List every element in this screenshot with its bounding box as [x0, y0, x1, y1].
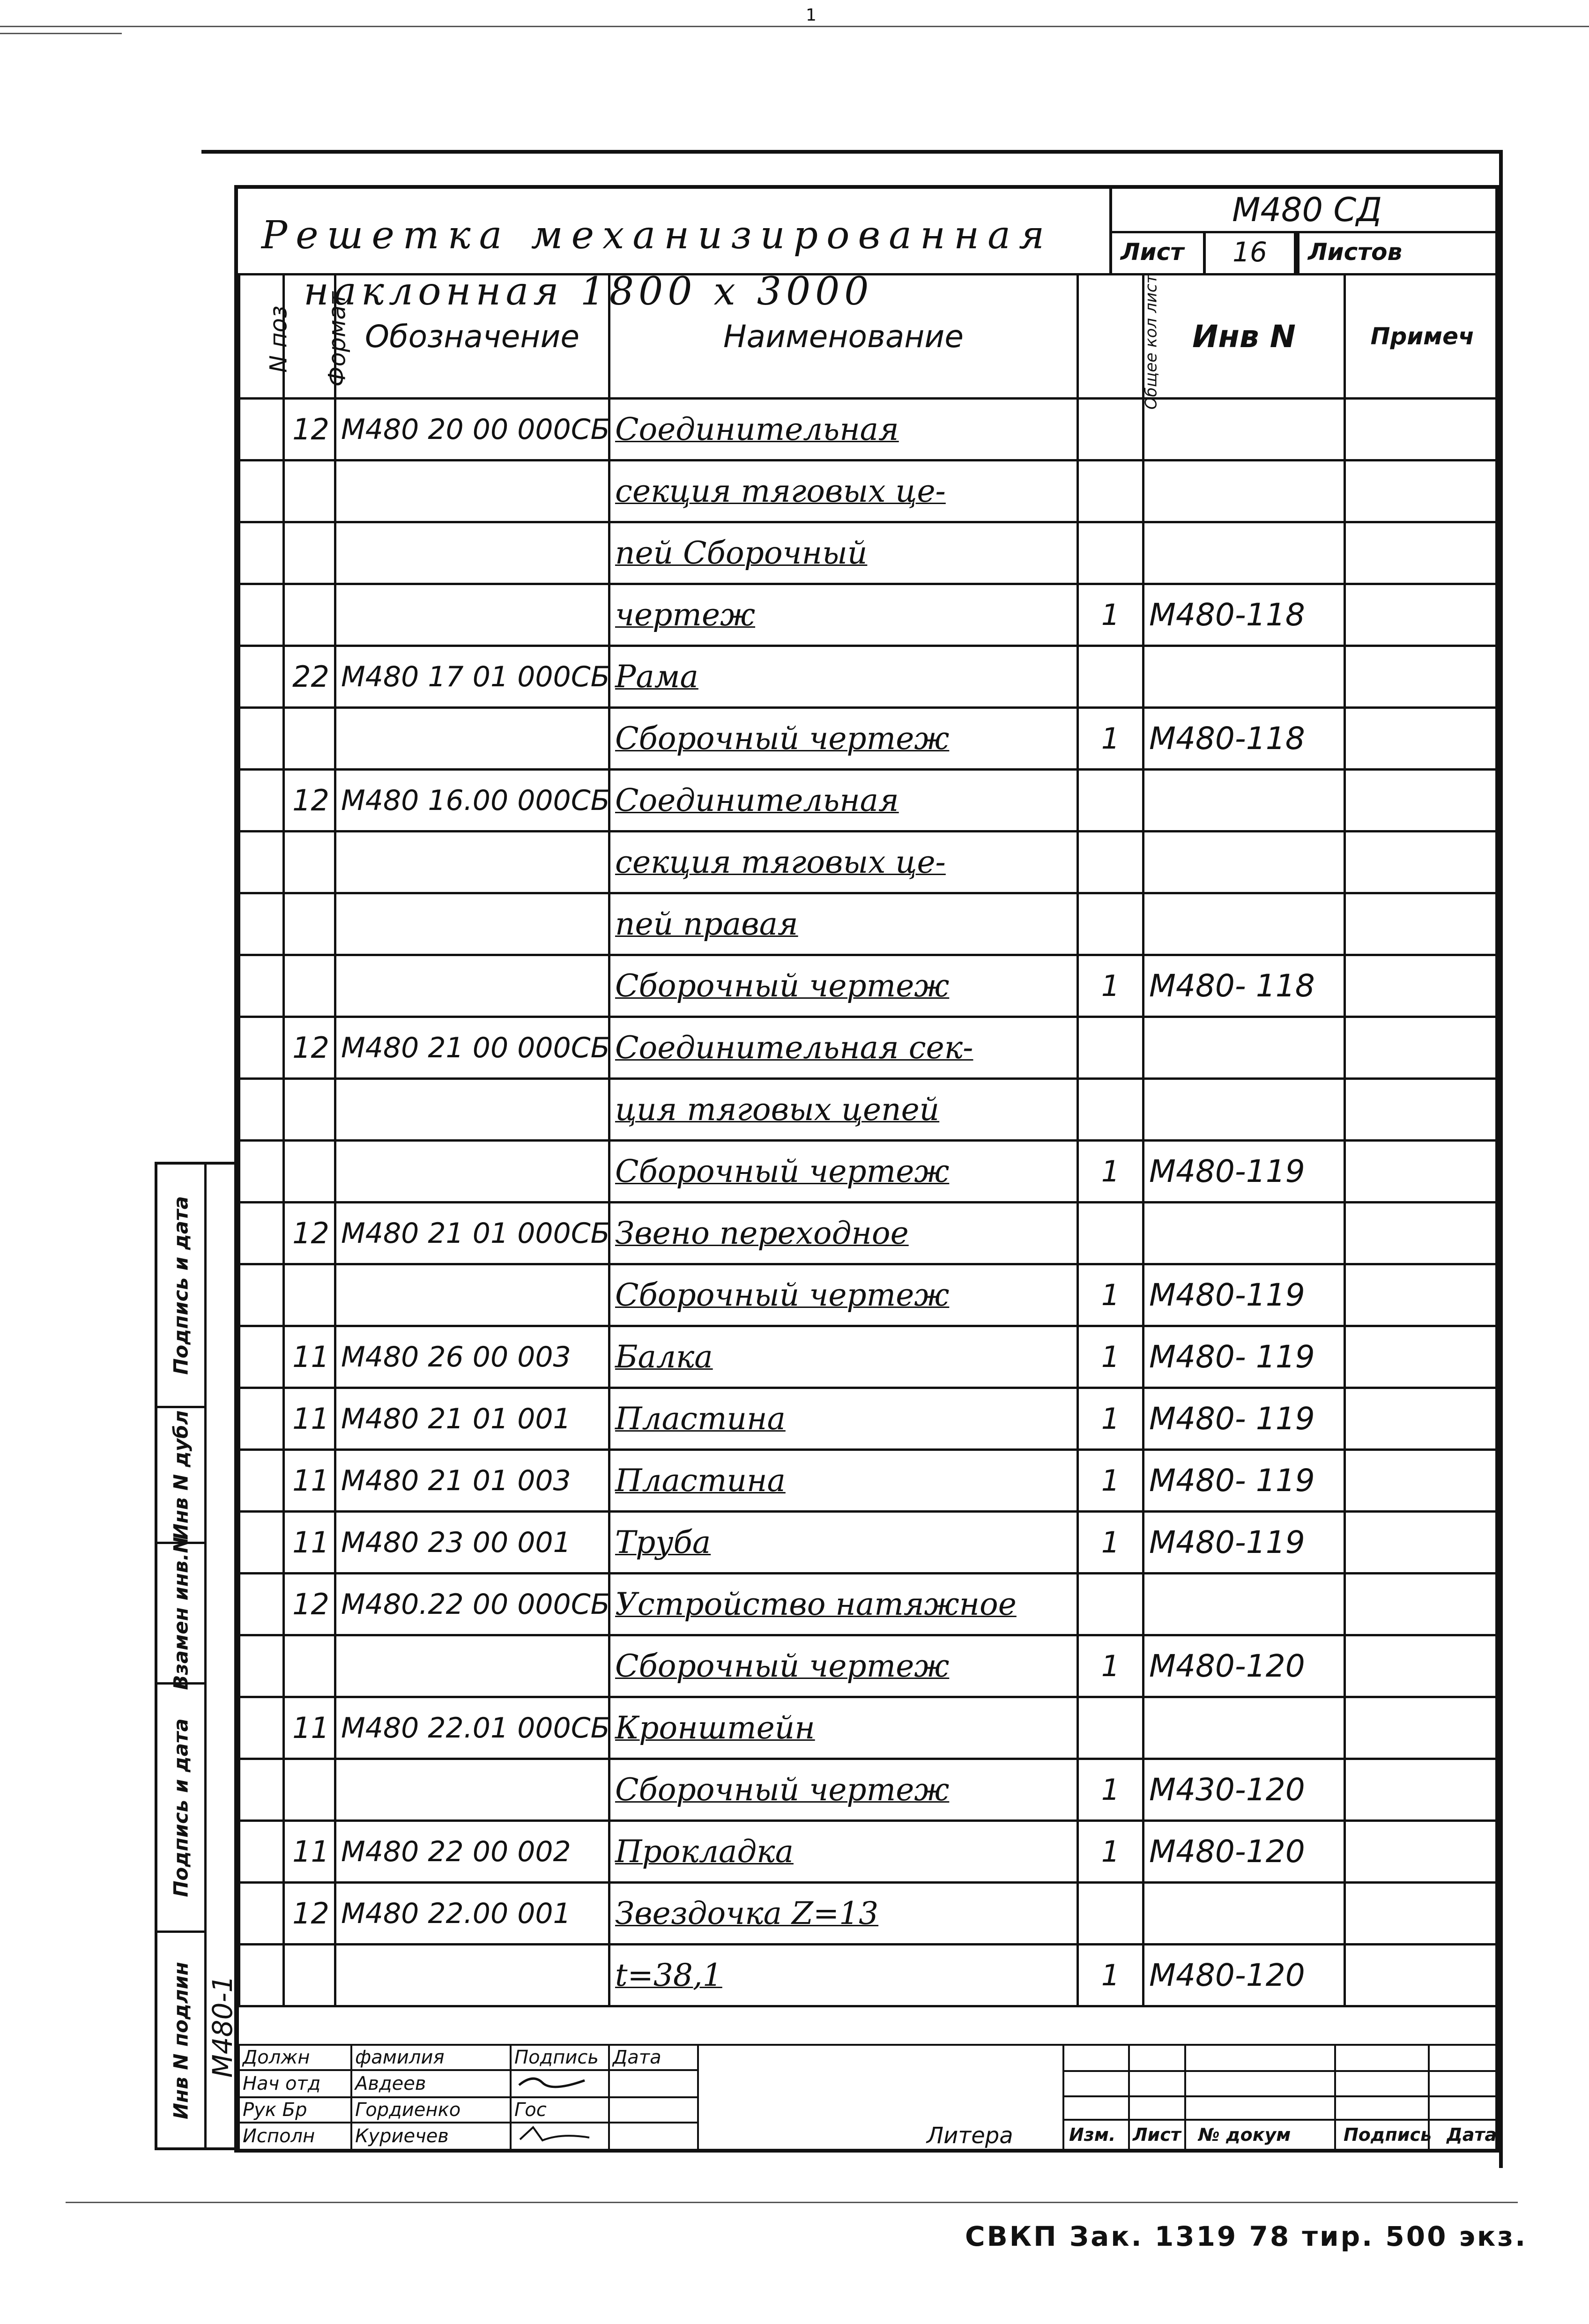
cell-designation: [335, 708, 609, 770]
cell-note: [1345, 1635, 1500, 1697]
cell-name: Сборочный чертеж: [609, 955, 1078, 1017]
cell-name: Соединительная сек-: [609, 1017, 1078, 1079]
header-pos: N поз: [239, 275, 284, 399]
cell-designation: М480 21 01 003: [335, 1450, 609, 1512]
stamp-hdr-surname: фамилия: [351, 2045, 511, 2070]
table-row: [239, 1326, 1500, 1388]
margin-sign-date-2: Подпись и дата: [157, 1685, 204, 1933]
specification-sheet: [234, 185, 1499, 2153]
cell-qty: 1: [1078, 1512, 1143, 1574]
cell-note: [1345, 1697, 1500, 1759]
rev-signature: Подпись: [1344, 2124, 1432, 2145]
cell-pos: [239, 770, 284, 832]
cell-inv: [1143, 1079, 1345, 1141]
cell-format: [284, 460, 335, 522]
table-row: [239, 584, 1500, 646]
cell-format: [284, 1945, 335, 2006]
cell-qty: 1: [1078, 584, 1143, 646]
cell-name: Соединительная: [609, 399, 1078, 460]
cell-pos: [239, 832, 284, 893]
page-mark: 1: [806, 6, 817, 25]
cell-inv: [1143, 1017, 1345, 1079]
cell-inv: М480- 118: [1143, 955, 1345, 1017]
cell-note: [1345, 1264, 1500, 1326]
cell-pos: [239, 522, 284, 584]
cell-format: 22: [284, 646, 335, 708]
table-row: [239, 1821, 1500, 1883]
cell-format: 12: [284, 1203, 335, 1264]
cell-qty: [1078, 770, 1143, 832]
cell-name: Звездочка Z=13: [609, 1883, 1078, 1945]
cell-note: [1345, 646, 1500, 708]
cell-designation: М480 16.00 000СБ: [335, 770, 609, 832]
cell-name: Пластина: [609, 1388, 1078, 1450]
cell-name: Сборочный чертеж: [609, 1759, 1078, 1821]
cell-format: 12: [284, 1574, 335, 1635]
table-row: [239, 460, 1500, 522]
cell-note: [1345, 770, 1500, 832]
margin-replace-inv: Взамен инв.N: [157, 1544, 204, 1685]
code-block: [1109, 189, 1499, 273]
cell-inv: М480- 119: [1143, 1326, 1345, 1388]
cell-qty: [1078, 1203, 1143, 1264]
title-block-stamp: [238, 2044, 1499, 2152]
table-row: [239, 399, 1500, 460]
cell-pos: [239, 1574, 284, 1635]
stamp-hdr-date: Дата: [609, 2045, 698, 2070]
cell-note: [1345, 522, 1500, 584]
cell-designation: [335, 584, 609, 646]
cell-format: [284, 1635, 335, 1697]
header-qty: Общее кол лист: [1078, 275, 1143, 399]
header-name: Наименование: [609, 275, 1078, 399]
cell-format: [284, 522, 335, 584]
litera-label: Литера: [927, 2123, 1013, 2149]
cell-note: [1345, 1574, 1500, 1635]
cell-inv: [1143, 522, 1345, 584]
cell-qty: 1: [1078, 1821, 1143, 1883]
cell-pos: [239, 1326, 284, 1388]
cell-designation: [335, 832, 609, 893]
cell-pos: [239, 1945, 284, 2006]
approval-row: [239, 2123, 698, 2150]
cell-name: Сборочный чертеж: [609, 1264, 1078, 1326]
cell-name: пей правая: [609, 893, 1078, 955]
table-row: [239, 1512, 1500, 1574]
cell-name: секция тяговых це-: [609, 460, 1078, 522]
cell-format: 11: [284, 1821, 335, 1883]
cell-note: [1345, 1883, 1500, 1945]
table-row: [239, 1264, 1500, 1326]
cell-note: [1345, 1079, 1500, 1141]
cell-designation: [335, 522, 609, 584]
cell-pos: [239, 1697, 284, 1759]
stamp-hdr-position: Должн: [239, 2045, 351, 2070]
cell-pos: [239, 1512, 284, 1574]
cell-qty: [1078, 1574, 1143, 1635]
stamp-surname: Куриечев: [351, 2123, 511, 2150]
cell-pos: [239, 460, 284, 522]
stamp-position: Рук Бр: [239, 2097, 351, 2123]
approval-row: [239, 2070, 698, 2097]
cell-designation: М480.22 00 000СБ: [335, 1574, 609, 1635]
cell-inv: М430-120: [1143, 1759, 1345, 1821]
table-row: [239, 1388, 1500, 1450]
cell-qty: [1078, 646, 1143, 708]
cell-format: [284, 1141, 335, 1203]
left-margin-stamp: [155, 1162, 239, 2150]
table-row: [239, 522, 1500, 584]
print-footer: СВКП Зак. 1319 78 тир. 500 экз.: [965, 2220, 1528, 2252]
cell-note: [1345, 832, 1500, 893]
cell-designation: [335, 460, 609, 522]
cell-name: Звено переходное: [609, 1203, 1078, 1264]
cell-name: Соединительная: [609, 770, 1078, 832]
cell-qty: [1078, 832, 1143, 893]
cell-designation: [335, 1635, 609, 1697]
table-row: [239, 1945, 1500, 2006]
cell-name: чертеж: [609, 584, 1078, 646]
cell-format: 11: [284, 1512, 335, 1574]
cell-inv: М480-119: [1143, 1512, 1345, 1574]
cell-designation: М480 17 01 000СБ: [335, 646, 609, 708]
cell-name: Устройство натяжное: [609, 1574, 1078, 1635]
cell-inv: [1143, 399, 1345, 460]
cell-note: [1345, 399, 1500, 460]
cell-format: 11: [284, 1326, 335, 1388]
cell-name: Сборочный чертеж: [609, 1635, 1078, 1697]
rev-sheet: Лист: [1133, 2124, 1181, 2145]
sheets-label: Листов: [1297, 231, 1499, 273]
cell-qty: 1: [1078, 1450, 1143, 1512]
cell-inv: М480-118: [1143, 708, 1345, 770]
table-row: [239, 1883, 1500, 1945]
specification-table: [238, 273, 1501, 2007]
handwritten-signature: [514, 2071, 599, 2092]
cell-format: 12: [284, 399, 335, 460]
cell-inv: М480-120: [1143, 1635, 1345, 1697]
stamp-date: [609, 2070, 698, 2097]
table-row: [239, 1079, 1500, 1141]
sheet-number: 16: [1203, 231, 1297, 273]
stamp-position: Нач отд: [239, 2070, 351, 2097]
cell-qty: [1078, 1883, 1143, 1945]
revision-labels: [1062, 2119, 1499, 2151]
cell-note: [1345, 460, 1500, 522]
cell-note: [1345, 1017, 1500, 1079]
title-line-2: наклонная 1800 х 3000: [304, 269, 874, 314]
cell-qty: [1078, 1697, 1143, 1759]
stamp-date: [609, 2097, 698, 2123]
cell-designation: М480 21 01 001: [335, 1388, 609, 1450]
cell-name: t=38,1: [609, 1945, 1078, 2006]
cell-qty: 1: [1078, 1388, 1143, 1450]
cell-inv: [1143, 893, 1345, 955]
table-row: [239, 1759, 1500, 1821]
cell-inv: М480- 119: [1143, 1388, 1345, 1450]
cell-qty: 1: [1078, 1759, 1143, 1821]
cell-name: Пластина: [609, 1450, 1078, 1512]
rev-change: Изм.: [1069, 2124, 1116, 2145]
cell-pos: [239, 646, 284, 708]
margin-inv-value: М480-1: [207, 1975, 238, 2078]
cell-inv: [1143, 1574, 1345, 1635]
table-row: [239, 1141, 1500, 1203]
stamp-signature: [511, 2123, 609, 2150]
cell-format: [284, 1264, 335, 1326]
cell-name: пей Сборочный: [609, 522, 1078, 584]
cell-note: [1345, 1326, 1500, 1388]
cell-name: Сборочный чертеж: [609, 1141, 1078, 1203]
cell-pos: [239, 1759, 284, 1821]
table-row: [239, 1697, 1500, 1759]
stamp-signature: [511, 2070, 609, 2097]
cell-qty: [1078, 893, 1143, 955]
cell-pos: [239, 708, 284, 770]
title-line-1: Решетка механизированная: [261, 213, 1053, 258]
table-header-row: [239, 275, 1500, 399]
cell-name: Труба: [609, 1512, 1078, 1574]
cell-pos: [239, 1079, 284, 1141]
cell-note: [1345, 893, 1500, 955]
cell-pos: [239, 584, 284, 646]
stamp-surname: Авдеев: [351, 2070, 511, 2097]
cell-designation: М480 26 00 003: [335, 1326, 609, 1388]
cell-inv: [1143, 1883, 1345, 1945]
stamp-position: Исполн: [239, 2123, 351, 2150]
margin-value-column: [204, 1165, 238, 2147]
cell-note: [1345, 955, 1500, 1017]
cell-inv: [1143, 1697, 1345, 1759]
cell-qty: [1078, 522, 1143, 584]
cell-qty: 1: [1078, 1635, 1143, 1697]
margin-inv-orig: Инв N подлин: [169, 1961, 193, 2120]
table-row: [239, 646, 1500, 708]
cell-qty: [1078, 460, 1143, 522]
cell-format: 12: [284, 770, 335, 832]
table-row: [239, 893, 1500, 955]
cell-note: [1345, 1945, 1500, 2006]
stamp-hdr-signature: Подпись: [511, 2045, 609, 2070]
table-row: [239, 708, 1500, 770]
cell-pos: [239, 1883, 284, 1945]
cell-format: 12: [284, 1883, 335, 1945]
cell-qty: 1: [1078, 708, 1143, 770]
stamp-surname: Гордиенко: [351, 2097, 511, 2123]
cell-designation: [335, 1141, 609, 1203]
margin-inv-dubl: Инв N дубл: [157, 1408, 204, 1544]
cell-qty: [1078, 1017, 1143, 1079]
cell-designation: [335, 955, 609, 1017]
cell-format: 11: [284, 1388, 335, 1450]
cell-name: Рама: [609, 646, 1078, 708]
cell-pos: [239, 399, 284, 460]
cell-qty: 1: [1078, 1945, 1143, 2006]
cell-format: 11: [284, 1697, 335, 1759]
cell-pos: [239, 955, 284, 1017]
cell-name: Сборочный чертеж: [609, 708, 1078, 770]
cell-inv: [1143, 832, 1345, 893]
cell-name: Прокладка: [609, 1821, 1078, 1883]
table-row: [239, 832, 1500, 893]
cell-pos: [239, 1388, 284, 1450]
cell-pos: [239, 1264, 284, 1326]
stamp-date: [609, 2123, 698, 2150]
cell-qty: 1: [1078, 1264, 1143, 1326]
table-row: [239, 1574, 1500, 1635]
cell-qty: 1: [1078, 1326, 1143, 1388]
scan-edge-bottom: [66, 2202, 1518, 2203]
cell-note: [1345, 1450, 1500, 1512]
cell-inv: [1143, 646, 1345, 708]
cell-pos: [239, 1017, 284, 1079]
cell-format: 12: [284, 1017, 335, 1079]
cell-designation: М480 20 00 000СБ: [335, 399, 609, 460]
cell-name: Балка: [609, 1326, 1078, 1388]
cell-inv: М480-120: [1143, 1945, 1345, 2006]
approval-row: [239, 2097, 698, 2123]
cell-inv: М480-119: [1143, 1141, 1345, 1203]
cell-pos: [239, 1635, 284, 1697]
cell-designation: [335, 1264, 609, 1326]
header-inv: Инв N: [1143, 275, 1345, 399]
cell-designation: М480 22.01 000СБ: [335, 1697, 609, 1759]
header-format: Формат: [284, 275, 335, 399]
margin-sign-date-1: Подпись и дата: [157, 1165, 204, 1408]
cell-note: [1345, 1759, 1500, 1821]
cell-note: [1345, 1203, 1500, 1264]
cell-pos: [239, 1141, 284, 1203]
table-row: [239, 1635, 1500, 1697]
cell-pos: [239, 1203, 284, 1264]
scan-edge-top: [0, 26, 1589, 27]
table-row: [239, 1450, 1500, 1512]
cell-inv: М480-118: [1143, 584, 1345, 646]
cell-format: [284, 1079, 335, 1141]
table-row: [239, 1017, 1500, 1079]
table-row: [239, 1203, 1500, 1264]
cell-note: [1345, 1821, 1500, 1883]
cell-designation: [335, 1945, 609, 2006]
cell-designation: М480 23 00 001: [335, 1512, 609, 1574]
cell-format: [284, 955, 335, 1017]
cell-qty: 1: [1078, 1141, 1143, 1203]
cell-format: [284, 832, 335, 893]
cell-note: [1345, 584, 1500, 646]
cell-designation: [335, 893, 609, 955]
stamp-signature: Гос: [511, 2097, 609, 2123]
cell-designation: [335, 1759, 609, 1821]
cell-name: Кронштейн: [609, 1697, 1078, 1759]
document-code: М480 СД: [1109, 189, 1502, 233]
cell-inv: М480-119: [1143, 1264, 1345, 1326]
cell-designation: [335, 1079, 609, 1141]
cell-format: [284, 584, 335, 646]
rev-doc-no: № докум: [1198, 2124, 1291, 2145]
cell-inv: [1143, 770, 1345, 832]
header-note: Примеч: [1345, 275, 1500, 399]
cell-designation: М480 21 00 000СБ: [335, 1017, 609, 1079]
cell-pos: [239, 1450, 284, 1512]
cell-pos: [239, 893, 284, 955]
cell-format: [284, 708, 335, 770]
cell-note: [1345, 1388, 1500, 1450]
header-designation: Обозначение: [335, 275, 609, 399]
rev-date: Дата: [1447, 2124, 1497, 2145]
cell-inv: [1143, 460, 1345, 522]
table-row: [239, 955, 1500, 1017]
cell-format: [284, 1759, 335, 1821]
cell-designation: М480 21 01 000СБ: [335, 1203, 609, 1264]
cell-note: [1345, 1512, 1500, 1574]
approval-header-row: [239, 2045, 698, 2070]
cell-inv: [1143, 1203, 1345, 1264]
cell-name: секция тяговых це-: [609, 832, 1078, 893]
scan-edge-left: [0, 33, 122, 34]
handwritten-signature: [514, 2124, 599, 2144]
cell-note: [1345, 708, 1500, 770]
cell-qty: 1: [1078, 955, 1143, 1017]
cell-pos: [239, 1821, 284, 1883]
cell-designation: М480 22 00 002: [335, 1821, 609, 1883]
sheet-label: Лист: [1109, 231, 1203, 273]
cell-name: ция тяговых цепей: [609, 1079, 1078, 1141]
cell-inv: М480-120: [1143, 1821, 1345, 1883]
cell-format: 11: [284, 1450, 335, 1512]
cell-note: [1345, 1141, 1500, 1203]
cell-inv: М480- 119: [1143, 1450, 1345, 1512]
cell-format: [284, 893, 335, 955]
approval-table: [238, 2044, 699, 2151]
cell-designation: М480 22.00 001: [335, 1883, 609, 1945]
table-row: [239, 770, 1500, 832]
cell-qty: [1078, 1079, 1143, 1141]
cell-qty: [1078, 399, 1143, 460]
